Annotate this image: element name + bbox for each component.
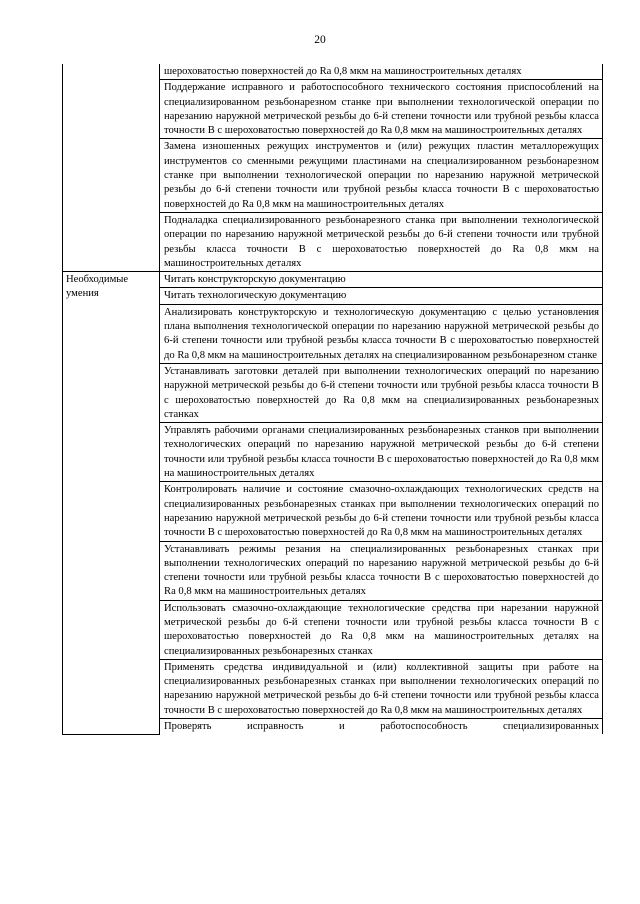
- section-label: [63, 64, 160, 272]
- section-label: Необходимые умения: [63, 272, 160, 735]
- table-cell: Анализировать конструкторскую и технологическую документацию с целью установления плана выполнения технологической операции по нарезанию наружной метрической резьбы до 6-й степени точности или трубной резьбы класса точности В с шероховатостью поверхностей до Ra 0,8 мкм на машиностроительных деталях на специализированном резьбонарезном станке: [160, 304, 603, 363]
- table-cell: Поддержание исправного и работоспособного технического состояния приспособлений на специализированном резьбонарезном станке при выполнении технологической операции по нарезанию наружной метрической резьбы до 6-й степени точности или трубной резьбы класса точности В с шероховатостью поверхностей до Ra 0,8 мкм на машиностроительных деталях: [160, 80, 603, 139]
- table-cell: шероховатостью поверхностей до Ra 0,8 мкм на машиностроительных деталях: [160, 64, 603, 80]
- table-cell: Управлять рабочими органами специализированных резьбонарезных станков при выполнении технологических операций по нарезанию наружной метрической резьбы до 6-й степени точности или трубной резьбы класса точности В с шероховатостью поверхностей до Ra 0,8 мкм на машиностроительных деталях: [160, 423, 603, 482]
- table-cell: Подналадка специализированного резьбонарезного станка при выполнении технологической операции по нарезанию наружной метрической резьбы до 6-й степени точности или трубной резьбы класса точности В с шероховатостью поверхностей до Ra 0,8 мкм на машиностроительных деталях: [160, 212, 603, 271]
- table-cell: Контролировать наличие и состояние смазочно-охлаждающих технологических средств на специализированных резьбонарезных станках при выполнении технологических операций по нарезанию наружной метрической резьбы до 6-й степени точности или трубной резьбы класса точности В с шероховатостью поверхностей до Ra 0,8 мкм на машиностроительных деталях: [160, 482, 603, 541]
- requirements-table: [62, 64, 603, 735]
- table-cell: Использовать смазочно-охлаждающие технологические средства при нарезании наружной метрической резьбы до 6-й степени точности или трубной резьбы класса точности В с шероховатостью поверхностей до Ra 0,8 мкм на машиностроительных деталях на специализированных резьбонарезных станках: [160, 600, 603, 659]
- table-row: [63, 64, 603, 80]
- table-cell: Проверять исправность и работоспособность специализированных: [160, 719, 603, 735]
- table-row: [63, 272, 603, 288]
- table-cell: Устанавливать режимы резания на специализированных резьбонарезных станках при выполнении технологических операций по нарезанию наружной метрической резьбы до 6-й степени точности или трубной резьбы класса точности В с шероховатостью поверхностей до Ra 0,8 мкм на машиностроительных деталях: [160, 541, 603, 600]
- table-cell: Читать конструкторскую документацию: [160, 272, 603, 288]
- table-cell: Устанавливать заготовки деталей при выполнении технологических операций по нарезанию наружной метрической резьбы до 6-й степени точности или трубной резьбы класса точности В с шероховатостью поверхностей до Ra 0,8 мкм на специализированных резьбонарезных станках: [160, 363, 603, 422]
- table-cell: Замена изношенных режущих инструментов и (или) режущих пластин металлорежущих инструментов со сменными режущими пластинами на специализированном резьбонарезном станке при выполнении технологической операции по нарезанию наружной метрической резьбы до 6-й степени точности или трубной резьбы класса точности В с шероховатостью поверхностей до Ra 0,8 мкм на машиностроительных деталях: [160, 139, 603, 212]
- table-cell: Читать технологическую документацию: [160, 288, 603, 304]
- table-cell: Применять средства индивидуальной и (или) коллективной защиты при работе на специализированных резьбонарезных станках при выполнении технологических операций по нарезанию наружной метрической резьбы до 6-й степени точности или трубной резьбы класса точности В с шероховатостью поверхностей до Ra 0,8 мкм на машиностроительных деталях: [160, 659, 603, 718]
- page-number: 20: [314, 34, 326, 46]
